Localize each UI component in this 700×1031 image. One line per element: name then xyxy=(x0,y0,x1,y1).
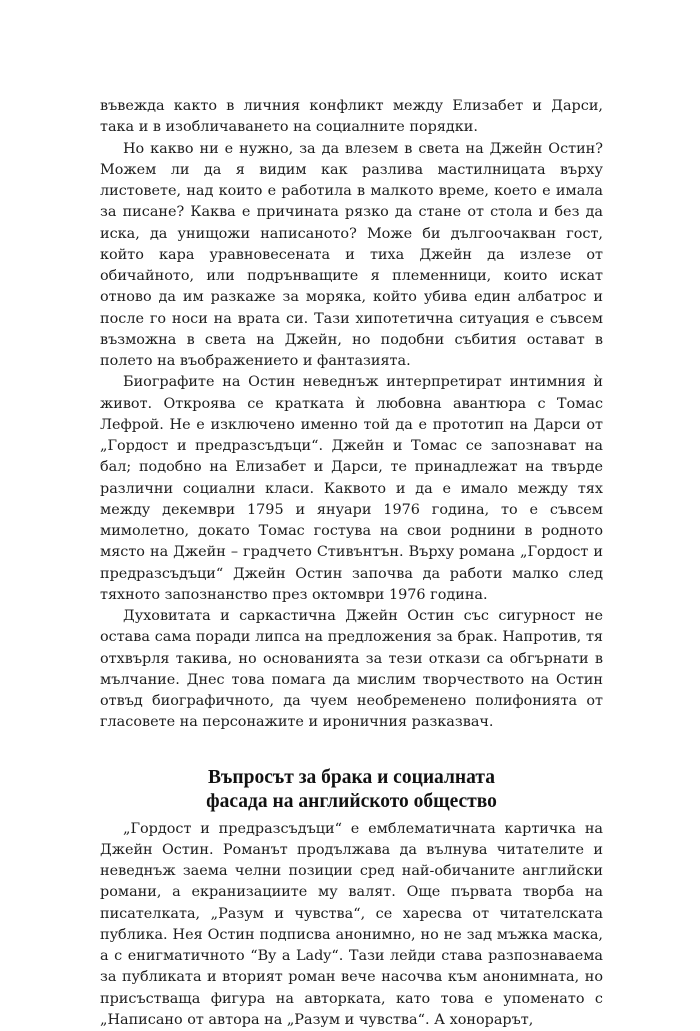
section-heading-line-1: Въпросът за брака и социалната xyxy=(100,766,603,790)
section-heading-line-2: фасада на английското общество xyxy=(100,790,603,814)
paragraph-biographers: Биографите на Остин неведнъж интерпретират интимния ѝ живот. Откроява се кратката ѝ любовна авантюра с Томас Лефрой. Не е изключено именно той да е прототип на Дарси от „Гордост и предразсъдъци“. Джейн и Томас се запознават на бал; подобно на Елизабет и Дарси, те принадлежат на твърде различни социални класи. Каквото и да е имало между тях между декември 1795 и януари 1976 година, то е съвсем мимолетно, докато Томас гостува на свои роднини в родното място на Джейн – градчето Стивънтън. Върху романа „Гордост и предразсъдъци“ Джейн Остин започва да работи малко след тяхното запознанство през октомври 1976 година. xyxy=(100,372,603,606)
paragraph-continuation: въвежда както в личния конфликт между Елизабет и Дарси, така и в изобличаването на социалните порядки. xyxy=(100,96,603,139)
paragraph-austen-world: Но какво ни е нужно, за да влезем в света на Джейн Остин? Можем ли да я видим как разлива мастилницата върху листовете, над които е работила в малкото време, което е имала за писане? Каква е причината рязко да стане от стола и без да иска, да унищожи написаното? Може би дългоочакван гост, който кара уравновесената и тиха Джейн да излезе от обичайното, или подрънващите я племенници, които искат отново да им разкаже за моряка, който убива един албатрос и после го носи на врата си. Тази хипотетична ситуация е съвсем възможна в света на Джейн, но подобни събития остават в полето на въображението и фантазията. xyxy=(100,139,603,373)
paragraph-marriage-proposals: Духовитата и саркастична Джейн Остин със сигурност не остава сама поради липса на предложения за брак. Напротив, тя отхвърля такива, но основанията за тези откази са обгърнати в мълчание. Днес това помага да мислим творчеството на Остин отвъд биографичното, да чуем необременено полифонията от гласовете на персонажите и ироничния разказвач. xyxy=(100,606,603,734)
paragraph-pride-and-prejudice: „Гордост и предразсъдъци“ е емблематичната картичка на Джейн Остин. Романът продължава да вълнува читателите и неведнъж заема челни позиции сред най-обичаните английски романи, а екранизациите му валят. Още първата творба на писателката, „Разум и чувства“, се харесва от читателската публика. Нея Остин подписва анонимно, но не зад мъжка маска, а с енигматичното “By a Lady“. Тази лейди става разпознаваема за публиката и вторият роман вече насочва към анонимната, но присъстваща фигура на авторката, като това е упоменато с „Написано от автора на „Разум и чувства“. А хонорарът, xyxy=(100,819,603,1031)
section-heading xyxy=(100,766,603,814)
page-body xyxy=(100,96,603,1031)
